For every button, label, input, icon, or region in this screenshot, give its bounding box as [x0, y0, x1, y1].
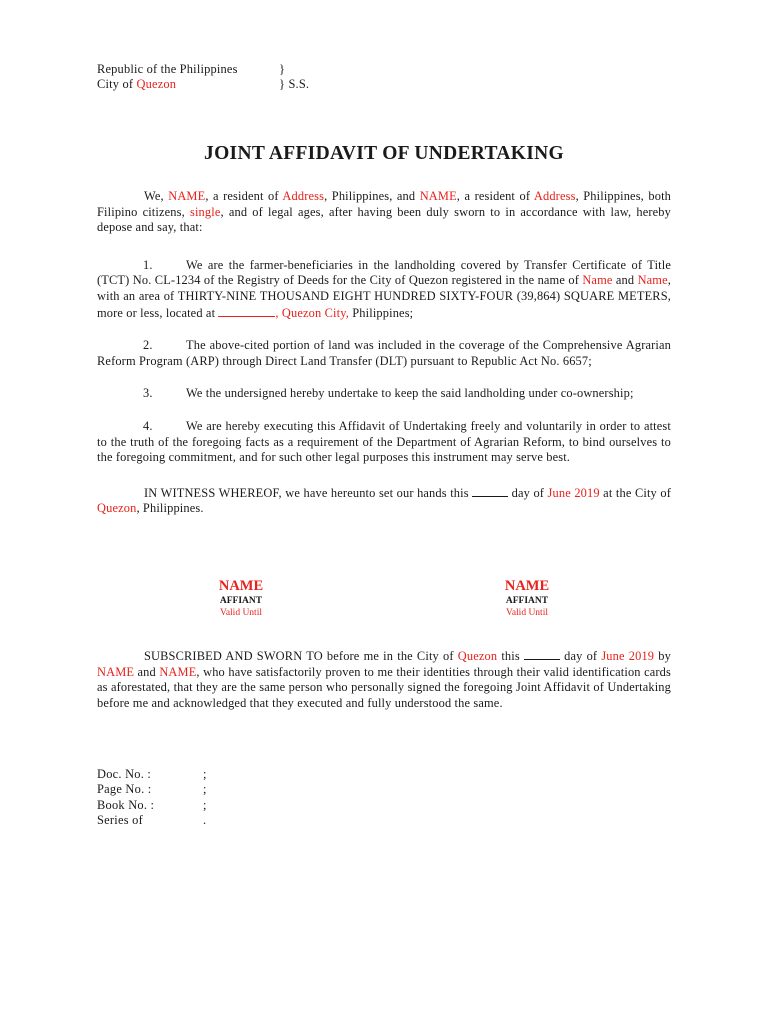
caption-republic: Republic of the Philippines — [97, 62, 238, 76]
notary-end: ; — [203, 767, 207, 782]
owner-name-2: Name — [637, 273, 668, 288]
paragraph-number: 4. — [143, 418, 153, 433]
paragraph-text: , with an area of THIRTY-NINE THOUSAND EIGHT HUNDRED SIXTY-FOUR (39,864) SQUARE METERS, more or less, located at — [97, 273, 671, 320]
paragraph-number: 3. — [143, 386, 153, 401]
witness-text: , Philippines. — [136, 501, 204, 516]
notary-label: Series of — [97, 812, 143, 827]
jurat-text: this — [497, 648, 524, 663]
caption-ss: } S.S. — [279, 77, 310, 91]
document-title: JOINT AFFIDAVIT OF UNDERTAKING — [204, 143, 564, 164]
witness-date: June 2019 — [547, 485, 600, 500]
intro-text: , Philippines, and — [324, 189, 420, 203]
caption-brace: } — [279, 62, 286, 76]
signer-id-validity: Valid Until — [220, 607, 262, 618]
paragraph-3 — [97, 386, 671, 402]
paragraph-text: We are hereby executing this Affidavit of Undertaking freely and voluntarily in order to attest to the truth of the foregoing facts as a requirement of the Department of Agrarian Reform, to bind ourselves to the foregoing commitment, and for such other legal purposes this instrument may serve best. — [97, 418, 671, 465]
witness-text: at the City of — [599, 485, 671, 500]
notary-row-series — [97, 813, 671, 828]
affiant-name-2: NAME — [419, 189, 457, 203]
jurat-text: SUBSCRIBED AND SWORN TO before me in the City of — [144, 648, 458, 663]
intro-text: , Philippines, both Filipino citizens, — [97, 189, 672, 219]
affiant-address-2: Address — [533, 189, 576, 203]
venue-caption — [97, 62, 671, 92]
notary-label: Doc. No. : — [97, 767, 152, 782]
intro-text: , a resident of — [205, 189, 283, 203]
signer-role: AFFIANT — [505, 595, 549, 606]
paragraph-4 — [97, 419, 671, 466]
paragraph-text: The above-cited portion of land was included in the coverage of the Comprehensive Agrarian Reform Program (ARP) through Direct Land Transfer (DLT) pursuant to Republic Act No. 6657; — [97, 338, 671, 368]
location-city: , Quezon City, — [275, 305, 349, 320]
caption-city-cell — [97, 77, 279, 92]
signer-name: NAME — [218, 577, 264, 594]
paragraph-text: and — [612, 273, 638, 288]
paragraph-text: We the undersigned hereby undertake to keep the said landholding under co-ownership; — [186, 386, 634, 401]
intro-paragraph — [97, 189, 671, 236]
paragraph-1 — [97, 258, 671, 321]
signer-2 — [447, 578, 607, 619]
signature-block — [97, 578, 671, 664]
jurat-name-2: NAME — [159, 664, 197, 679]
jurat-text: and — [134, 664, 160, 679]
affiant-address-1: Address — [282, 189, 325, 203]
jurat-text: , who have satisfactorily proven to me their identities through their valid identification cards as aforestated, that they are the same person who personally signed the foregoing Joint Affidavit of Undertaking before me and acknowledged that they executed and fully understood the same. — [97, 664, 671, 710]
paragraph-number: 1. — [143, 257, 153, 272]
paragraph-text: Philippines; — [349, 305, 414, 320]
affiant-name-1: NAME — [168, 189, 206, 203]
intro-text: , and of legal ages, after having been duly sworn to in accordance with law, hereby depose and say, that: — [97, 204, 672, 235]
signer-name: NAME — [504, 577, 550, 594]
notary-row-book — [97, 798, 671, 813]
signer-1 — [161, 578, 321, 619]
signer-id-validity: Valid Until — [506, 607, 548, 618]
paragraph-number: 2. — [143, 338, 153, 353]
intro-text: We, — [144, 189, 169, 203]
paragraph-2 — [97, 338, 671, 369]
affidavit-page — [97, 62, 671, 828]
jurat-text: by — [654, 648, 671, 663]
jurat-city: Quezon — [457, 648, 498, 663]
notary-end: ; — [203, 782, 207, 797]
notary-label: Book No. : — [97, 797, 155, 812]
notary-label: Page No. : — [97, 782, 152, 797]
civil-status: single — [189, 204, 221, 219]
jurat-date: June 2019 — [601, 648, 655, 663]
notary-end: ; — [203, 797, 207, 812]
signer-role: AFFIANT — [219, 595, 263, 606]
notarial-register — [97, 767, 671, 828]
witness-text: day of — [508, 485, 548, 500]
jurat-text: day of — [559, 648, 602, 663]
caption-city-name: Quezon — [136, 77, 177, 91]
witness-city: Quezon — [97, 501, 137, 516]
notary-end: . — [203, 812, 207, 827]
intro-text: , a resident of — [456, 189, 534, 203]
location-blank — [218, 305, 275, 317]
notary-row-doc — [97, 767, 671, 782]
jurat-name-1: NAME — [97, 664, 135, 679]
day-blank — [472, 485, 508, 497]
owner-name-1: Name — [582, 273, 613, 288]
paragraph-text: We are the farmer-beneficiaries in the landholding covered by Transfer Certificate of Title (TCT) No. CL-1234 of the Registry of Deeds for the City of Quezon registered in the name of — [97, 257, 671, 288]
caption-line-city — [97, 77, 671, 92]
witness-text: IN WITNESS WHEREOF, we have hereunto set our hands this — [144, 485, 473, 500]
caption-line-republic — [97, 62, 671, 77]
caption-city-prefix: City of — [97, 77, 137, 91]
witness-paragraph — [97, 485, 671, 517]
notary-row-page — [97, 782, 671, 797]
